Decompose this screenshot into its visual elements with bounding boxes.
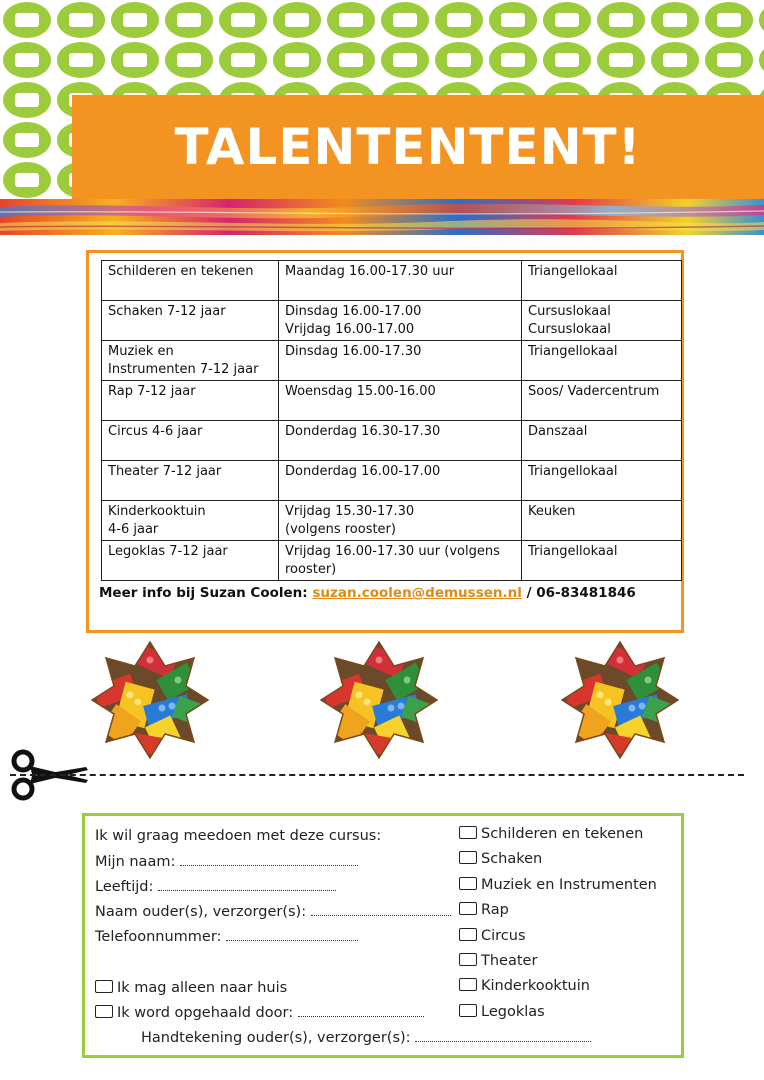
course-label: Kinderkooktuin	[481, 978, 590, 995]
title-banner	[72, 95, 764, 199]
table-row	[102, 461, 682, 501]
location-cell-line: Cursuslokaal	[528, 304, 611, 319]
location-cell-line: Soos/ Vadercentrum	[528, 384, 660, 399]
signature-input-line[interactable]	[415, 1031, 591, 1042]
activity-cell-line: Instrumenten 7-12 jaar	[108, 362, 259, 377]
course-label: Rap	[481, 902, 509, 919]
course-checkbox[interactable]	[459, 928, 477, 941]
parent-name-input-line[interactable]	[311, 905, 451, 916]
activity-cell-line: Muziek en	[108, 344, 174, 359]
signature-field[interactable]	[141, 1030, 591, 1046]
location-cell	[522, 261, 682, 301]
activity-cell	[102, 541, 279, 581]
location-cell-line: Triangellokaal	[528, 344, 618, 359]
time-cell-line: (volgens rooster)	[285, 522, 396, 537]
name-label: Mijn naam:	[95, 854, 176, 870]
age-field[interactable]	[95, 879, 336, 895]
course-label: Circus	[481, 927, 526, 944]
course-option[interactable]	[459, 978, 590, 994]
course-checkbox[interactable]	[459, 851, 477, 864]
time-cell	[279, 261, 522, 301]
parent-name-label: Naam ouder(s), verzorger(s):	[95, 904, 307, 920]
age-label: Leeftijd:	[95, 879, 154, 895]
time-cell-line: rooster)	[285, 562, 337, 577]
course-option[interactable]	[459, 953, 537, 969]
time-cell-line: Woensdag 15.00-16.00	[285, 384, 436, 399]
go-home-alone-option[interactable]	[95, 980, 287, 996]
signup-form	[82, 813, 684, 1058]
course-checkbox[interactable]	[459, 826, 477, 839]
course-checkbox[interactable]	[459, 1004, 477, 1017]
table-row	[102, 501, 682, 541]
activity-cell-line: Theater 7-12 jaar	[108, 464, 222, 479]
signature-label: Handtekening ouder(s), verzorger(s):	[141, 1030, 411, 1046]
course-label: Schilderen en tekenen	[481, 826, 644, 842]
location-cell	[522, 421, 682, 461]
activity-cell-line: 4-6 jaar	[108, 522, 159, 537]
cut-line	[10, 774, 744, 776]
picked-up-input-line[interactable]	[298, 1006, 424, 1017]
contact-email-link[interactable]: suzan.coolen@demussen.nl	[312, 585, 522, 601]
course-checkbox[interactable]	[459, 902, 477, 915]
lego-star-image	[90, 640, 210, 760]
time-cell	[279, 461, 522, 501]
location-cell-line: Danszaal	[528, 424, 588, 439]
activity-cell-line: Legoklas 7-12 jaar	[108, 544, 228, 559]
form-intro: Ik wil graag meedoen met deze cursus:	[95, 828, 382, 844]
picked-up-option[interactable]	[95, 1005, 424, 1021]
location-cell	[522, 541, 682, 581]
location-cell-line: Keuken	[528, 504, 576, 519]
contact-info	[99, 585, 636, 601]
location-cell	[522, 381, 682, 421]
location-cell-line: Triangellokaal	[528, 464, 618, 479]
table-row	[102, 541, 682, 581]
activity-cell	[102, 421, 279, 461]
course-option[interactable]	[459, 851, 542, 867]
table-row	[102, 381, 682, 421]
activity-cell	[102, 301, 279, 341]
time-cell-line: Vrijdag 16.00-17.00	[285, 322, 415, 337]
activity-cell	[102, 381, 279, 421]
paint-strip-image	[0, 199, 764, 235]
location-cell	[522, 501, 682, 541]
course-label: Theater	[481, 953, 538, 969]
phone-input-line[interactable]	[226, 930, 358, 941]
activity-cell	[102, 461, 279, 501]
course-label: Schaken	[481, 851, 543, 868]
time-cell-line: Vrijdag 16.00-17.30 uur (volgens	[285, 544, 500, 559]
location-cell-line: Triangellokaal	[528, 544, 618, 559]
time-cell	[279, 381, 522, 421]
course-checkbox[interactable]	[459, 953, 477, 966]
location-cell	[522, 301, 682, 341]
time-cell-line: Dinsdag 16.00-17.00	[285, 304, 422, 319]
go-home-alone-checkbox[interactable]	[95, 980, 113, 993]
name-input-line[interactable]	[180, 855, 358, 866]
activity-cell-line: Rap 7-12 jaar	[108, 384, 196, 399]
location-cell-line: Cursuslokaal	[528, 322, 611, 337]
lego-star-image	[319, 640, 439, 760]
time-cell-line: Maandag 16.00-17.30 uur	[285, 264, 455, 279]
contact-phone: / 06-83481846	[521, 585, 636, 601]
activity-cell-line: Kinderkooktuin	[108, 504, 206, 519]
picked-up-label: Ik word opgehaald door:	[117, 1005, 294, 1021]
activity-cell	[102, 501, 279, 541]
parent-name-field[interactable]	[95, 904, 451, 920]
time-cell-line: Vrijdag 15.30-17.30	[285, 504, 415, 519]
time-cell-line: Donderdag 16.30-17.30	[285, 424, 441, 439]
activity-cell	[102, 261, 279, 301]
time-cell	[279, 341, 522, 381]
picked-up-checkbox[interactable]	[95, 1005, 113, 1018]
location-cell	[522, 461, 682, 501]
go-home-alone-label: Ik mag alleen naar huis	[117, 980, 288, 996]
age-input-line[interactable]	[158, 880, 336, 891]
time-cell-line: Dinsdag 16.00-17.30	[285, 344, 422, 359]
page-title: TALENTENTENT!	[174, 118, 642, 176]
time-cell-line: Donderdag 16.00-17.00	[285, 464, 441, 479]
course-option[interactable]	[459, 928, 526, 944]
phone-field[interactable]	[95, 929, 358, 945]
course-option[interactable]	[459, 902, 509, 918]
table-row	[102, 301, 682, 341]
table-row	[102, 341, 682, 381]
course-label: Muziek en Instrumenten	[481, 876, 657, 893]
time-cell	[279, 301, 522, 341]
course-option[interactable]	[459, 826, 643, 842]
schedule-box	[86, 250, 684, 633]
course-checkbox[interactable]	[459, 877, 477, 890]
activity-cell-line: Schilderen en tekenen	[108, 264, 254, 279]
phone-label: Telefoonnummer:	[95, 929, 222, 945]
course-option[interactable]	[459, 877, 657, 893]
course-label: Legoklas	[481, 1003, 545, 1020]
activity-cell-line: Schaken 7-12 jaar	[108, 304, 226, 319]
table-row	[102, 261, 682, 301]
name-field[interactable]	[95, 854, 358, 870]
table-row	[102, 421, 682, 461]
activity-cell	[102, 341, 279, 381]
time-cell	[279, 541, 522, 581]
activity-cell-line: Circus 4-6 jaar	[108, 424, 203, 439]
schedule-table	[101, 260, 682, 581]
contact-label: Meer info bij Suzan Coolen:	[99, 585, 308, 601]
course-checkbox[interactable]	[459, 978, 477, 991]
lego-star-image	[560, 640, 680, 760]
time-cell	[279, 421, 522, 461]
time-cell	[279, 501, 522, 541]
location-cell	[522, 341, 682, 381]
location-cell-line: Triangellokaal	[528, 264, 618, 279]
course-option[interactable]	[459, 1004, 545, 1020]
